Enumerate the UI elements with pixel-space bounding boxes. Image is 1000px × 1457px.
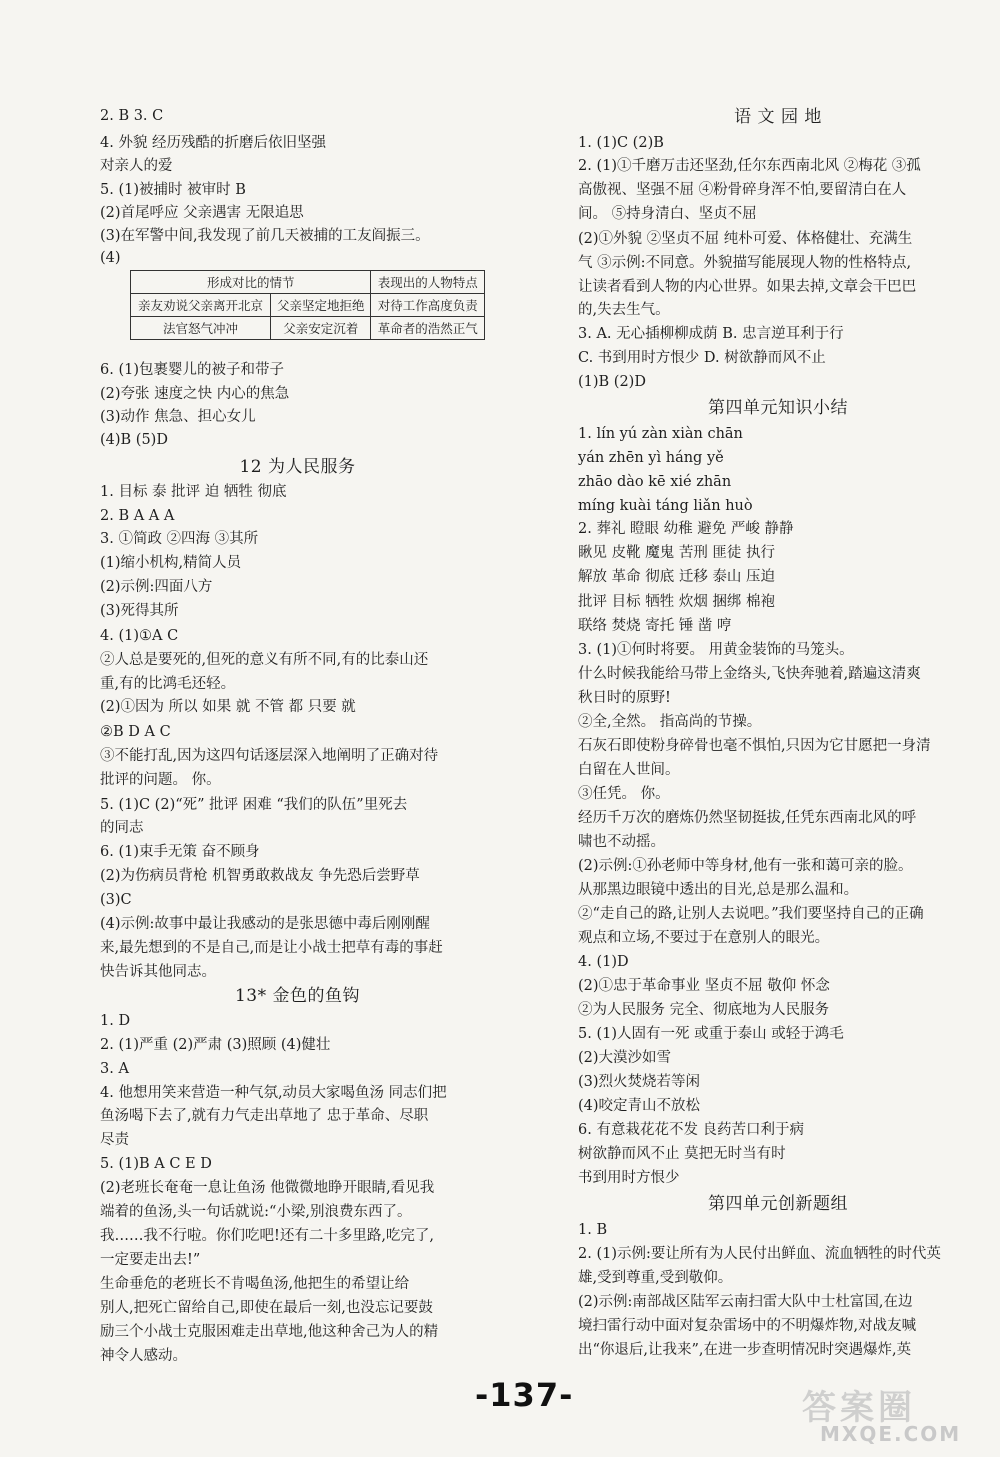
table-cell: 革命者的浩然正气 xyxy=(371,317,485,340)
answer-line: 生命垂危的老班长不肯喝鱼汤,他把生的希望让给 xyxy=(100,1276,410,1292)
answer-line: (2)夸张 速度之快 内心的焦急 xyxy=(100,386,290,402)
answer-line: 气 ③示例:不同意。外貌描写能展现人物的性格特点, xyxy=(578,255,912,271)
answer-line: 的,失去生气。 xyxy=(578,302,670,318)
answer-line: 快告诉其他同志。 xyxy=(100,964,216,980)
answer-line: ②“走自己的路,让别人去说吧。”我们要坚持自己的正确 xyxy=(578,906,924,922)
answer-line: 书到用时方恨少 xyxy=(578,1170,680,1186)
section-title: 第四单元知识小结 xyxy=(708,398,848,418)
site-watermark xyxy=(790,1380,990,1452)
answer-line: (2)①外貌 ②坚贞不屈 纯朴可爱、体格健壮、充满生 xyxy=(578,231,913,247)
answer-line: 3. A. 无心插柳柳成荫 B. 忠言逆耳利于行 xyxy=(578,326,844,342)
answer-line: ②为人民服务 完全、彻底地为人民服务 xyxy=(578,1002,830,1018)
watermark-logo: 答案圈 xyxy=(802,1388,916,1428)
answer-line: (3)死得其所 xyxy=(100,603,179,619)
answer-line: 重,有的比鸿毛还轻。 xyxy=(100,676,236,692)
answer-line: 6. (1)包裹婴儿的被子和带子 xyxy=(100,362,284,378)
answer-line: (4)咬定青山不放松 xyxy=(578,1098,701,1114)
answer-line: 观点和立场,不要过于在意别人的眼光。 xyxy=(578,930,830,946)
answer-line: 出“你退后,让我来”,在进一步查明情况时突遇爆炸,英 xyxy=(578,1342,912,1358)
answer-line: (2)①因为 所以 如果 就 不管 都 只要 就 xyxy=(100,699,356,715)
table-row xyxy=(131,294,485,317)
answer-line: (3)在军警中间,我发现了前几天被捕的工友阎振三。 xyxy=(100,228,430,244)
answer-line: 3. A xyxy=(100,1061,129,1077)
answer-line: ②全,全然。 指高尚的节操。 xyxy=(578,714,762,730)
answer-line: 境扫雷行动中面对复杂雷场中的不明爆炸物,对战友喊 xyxy=(578,1318,917,1334)
answer-line: 2. (1)严重 (2)严肃 (3)照顾 (4)健壮 xyxy=(100,1037,331,1053)
answer-line: 经历千万次的磨炼仍然坚韧挺拔,任凭东西南北风的呼 xyxy=(578,810,917,826)
answer-line: (3)C xyxy=(100,892,132,908)
table-cell: 对待工作高度负责 xyxy=(371,294,485,317)
table-cell: 法官怒气冲冲 xyxy=(131,317,271,340)
answer-line: (2)示例:①孙老师中等身材,他有一张和蔼可亲的脸。 xyxy=(578,858,913,874)
answer-line: 来,最先想到的不是自己,而是让小战士把草有毒的事赶 xyxy=(100,940,443,956)
answer-line: 批评的问题。 你。 xyxy=(100,772,221,788)
answer-line: 4. 他想用笑来营造一种气氛,动员大家喝鱼汤 同志们把 xyxy=(100,1085,447,1101)
table-header-row xyxy=(131,271,485,294)
answer-line: (4)B (5)D xyxy=(100,432,168,448)
table-cell: 父亲安定沉着 xyxy=(271,317,371,340)
section-title: 第四单元创新题组 xyxy=(708,1194,848,1214)
answer-line: ②人总是要死的,但死的意义有所不同,有的比泰山还 xyxy=(100,652,429,668)
page-number: -137- xyxy=(475,1376,574,1414)
answer-line: 5. (1)C (2)“死” 批评 困难 “我们的队伍”里死去 xyxy=(100,797,408,813)
answer-line: 神令人感动。 xyxy=(100,1348,187,1364)
answer-line: 雄,受到尊重,受到敬仰。 xyxy=(578,1270,733,1286)
section-title: 12 为人民服务 xyxy=(239,457,356,477)
answer-line: 1. D xyxy=(100,1013,131,1029)
answer-line: (4)示例:故事中最让我感动的是张思德中毒后刚刚醒 xyxy=(100,916,430,932)
answer-line: 树欲静而风不止 莫把无时当有时 xyxy=(578,1146,786,1162)
answer-line: C. 书到用时方恨少 D. 树欲静而风不止 xyxy=(578,350,826,366)
answer-line: 2. (1)①千磨万击还坚劲,任尔东西南北风 ②梅花 ③孤 xyxy=(578,158,921,174)
answer-line: 从那黑边眼镜中透出的目光,总是那么温和。 xyxy=(578,882,859,898)
answer-line: (2)①忠于革命事业 坚贞不屈 敬仰 怀念 xyxy=(578,978,830,994)
answer-line: (3)烈火焚烧若等闲 xyxy=(578,1074,701,1090)
answer-line: ③不能打乱,因为这四句话逐层深入地阐明了正确对待 xyxy=(100,748,439,764)
answer-line: 瞅见 皮靴 魔鬼 苦刑 匪徒 执行 xyxy=(578,545,776,561)
answer-line: 啸也不动摇。 xyxy=(578,834,665,850)
answer-line: 端着的鱼汤,头一句话就说:“小梁,别浪费东西了。 xyxy=(100,1204,412,1220)
answer-line: yán zhēn yì háng yě xyxy=(578,450,724,466)
answer-line: míng kuài táng liǎn huò xyxy=(578,498,753,514)
answer-line: 白留在人世间。 xyxy=(578,762,680,778)
answer-line: (1)缩小机构,精简人员 xyxy=(100,555,242,571)
answer-line: 2. B A A A xyxy=(100,508,175,524)
answer-line: (1)B (2)D xyxy=(578,374,646,390)
answer-line: 1. B xyxy=(578,1222,608,1238)
answer-line: (2)示例:南部战区陆军云南扫雷大队中士杜富国,在边 xyxy=(578,1294,913,1310)
answer-line: (2)示例:四面八方 xyxy=(100,579,213,595)
answer-line: (2)为伤病员背枪 机智勇敢救战友 争先恐后尝野草 xyxy=(100,868,420,884)
answer-line: 解放 革命 彻底 迁移 泰山 压迫 xyxy=(578,569,776,585)
answer-line: 6. (1)束手无策 奋不顾身 xyxy=(100,844,260,860)
answer-line: 3. ①简政 ②四海 ③其所 xyxy=(100,531,259,547)
answer-line: (3)动作 焦急、担心女儿 xyxy=(100,409,256,425)
answer-line: 鱼汤喝下去了,就有力气走出草地了 忠于革命、尽职 xyxy=(100,1108,429,1124)
answer-line: 什么时候我能给马带上金络头,飞快奔驰着,踏遍这清爽 xyxy=(578,666,921,682)
answer-line: 励三个小战士克服困难走出草地,他这种舍己为人的精 xyxy=(100,1324,439,1340)
answer-line: zhāo dào kē xié zhān xyxy=(578,474,732,490)
table-header-cell: 形成对比的情节 xyxy=(131,271,371,294)
answer-line: 尽责 xyxy=(100,1132,129,1148)
section-title: 13* 金色的鱼钩 xyxy=(234,986,361,1006)
answer-line: 5. (1)人固有一死 或重于泰山 或轻于鸿毛 xyxy=(578,1026,844,1042)
answer-line: ②B D A C xyxy=(100,724,171,740)
section-title: 语 文 园 地 xyxy=(734,107,822,127)
answer-line: 高傲视、坚强不屈 ④粉骨碎身浑不怕,要留清白在人 xyxy=(578,182,907,198)
table-row xyxy=(131,317,485,340)
table-cell: 亲友劝说父亲离开北京 xyxy=(131,294,271,317)
answer-line: 的同志 xyxy=(100,820,144,836)
answer-line: 2. 葬礼 瞪眼 幼稚 避免 严峻 静静 xyxy=(578,521,794,537)
answer-line: 别人,把死亡留给自己,即使在最后一刻,也没忘记要鼓 xyxy=(100,1300,433,1316)
answer-line: 1. (1)C (2)B xyxy=(578,135,664,151)
table-cell: 父亲坚定地拒绝 xyxy=(271,294,371,317)
answer-line: 2. (1)示例:要让所有为人民付出鲜血、流血牺牲的时代英 xyxy=(578,1246,941,1262)
answer-line: 1. 目标 泰 批评 迫 牺牲 彻底 xyxy=(100,484,287,500)
answer-line: (2)首尾呼应 父亲遇害 无限追思 xyxy=(100,205,304,221)
answer-line: (2)老班长奄奄一息让鱼汤 他微微地睁开眼睛,看见我 xyxy=(100,1180,435,1196)
answer-line: 我……我不行啦。你们吃吧!还有二十多里路,吃完了, xyxy=(100,1228,435,1244)
answer-line: (4) xyxy=(100,250,121,266)
answer-line: 1. lín yú zàn xiàn chān xyxy=(578,426,743,442)
answer-line: ③任凭。 你。 xyxy=(578,786,670,802)
answer-line: 5. (1)B A C E D xyxy=(100,1156,212,1172)
answer-line: (2)大漠沙如雪 xyxy=(578,1050,672,1066)
answer-line: 一定要走出去!” xyxy=(100,1252,201,1268)
answer-line: 批评 目标 牺牲 炊烟 捆绑 棉袍 xyxy=(578,594,776,610)
contrast-table xyxy=(130,270,485,340)
answer-line: 联络 焚烧 寄托 锤 凿 哼 xyxy=(578,618,732,634)
answer-line: 3. (1)①何时将要。 用黄金装饰的马笼头。 xyxy=(578,642,854,658)
answer-line: 4. (1)D xyxy=(578,954,629,970)
answer-line: 6. 有意栽花花不发 良药苦口利于病 xyxy=(578,1122,805,1138)
answer-line: 2. B 3. C xyxy=(100,108,164,124)
answer-line: 石灰石即使粉身碎骨也毫不惧怕,只因为它甘愿把一身清 xyxy=(578,738,931,754)
answer-line: 4. 外貌 经历残酷的折磨后依旧坚强 xyxy=(100,135,327,151)
answer-line: 对亲人的爱 xyxy=(100,158,173,174)
answer-line: 让读者看到人物的内心世界。如果去掉,文章会干巴巴 xyxy=(578,279,917,295)
answer-line: 4. (1)①A C xyxy=(100,628,179,644)
answer-line: 5. (1)被捕时 被审时 B xyxy=(100,182,246,198)
watermark-url: MXQE.COM xyxy=(820,1422,962,1446)
answer-line: 间。 ⑤持身清白、坚贞不屈 xyxy=(578,206,757,222)
table-header-cell: 表现出的人物特点 xyxy=(371,271,485,294)
answer-line: 秋日时的原野! xyxy=(578,690,671,706)
